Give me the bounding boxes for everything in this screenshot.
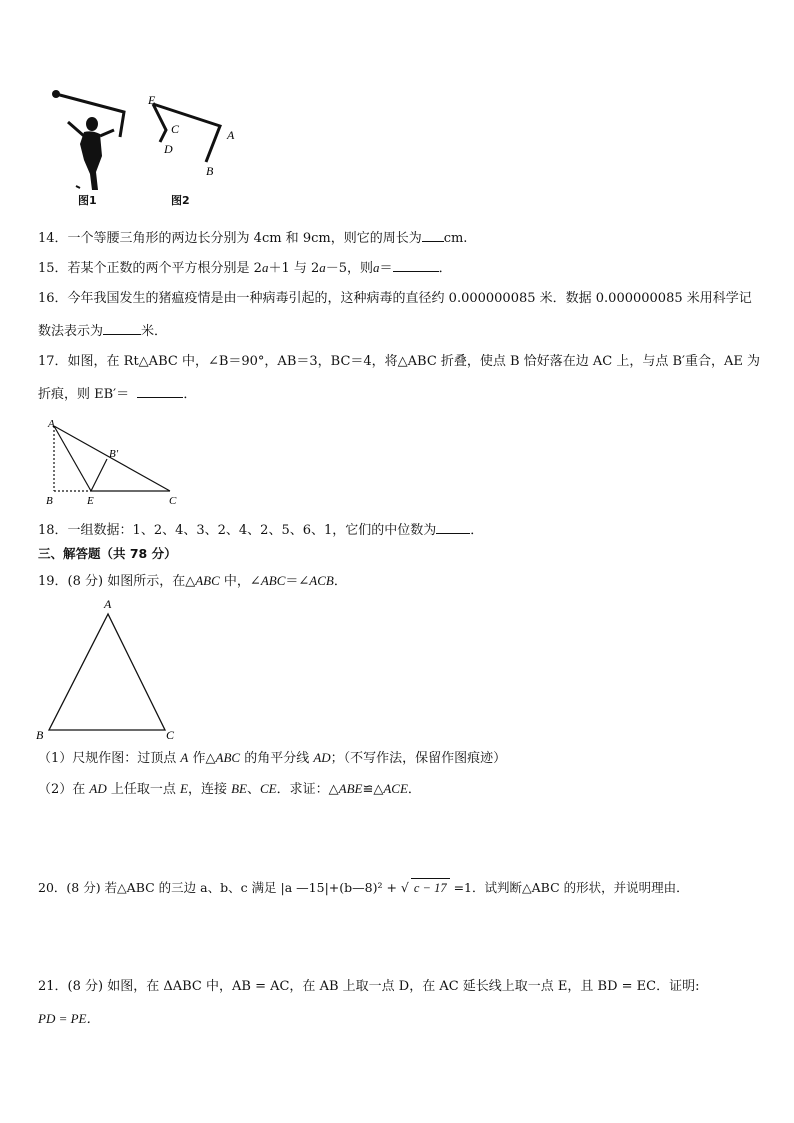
q15-var-a3: a (373, 260, 380, 275)
q20-text: 20．(8 分) 若△ABC 的三边 a、b、c 满足 |a —15|+(b—8)² + (38, 880, 401, 895)
q20-text-end: =1．试判断△ABC 的形状，并说明理由． (449, 880, 689, 895)
q19-figure (32, 594, 182, 744)
q17-answer-blank[interactable] (137, 385, 183, 398)
q19-equals: ＝∠ (285, 574, 310, 589)
q16-text: 数法表示为 (38, 324, 104, 339)
q17-point-Bprime: B′ (109, 448, 119, 460)
fig2-point-C: C (171, 122, 180, 136)
q19-p1-A: A (180, 750, 189, 765)
q19-point-B: B (36, 728, 44, 742)
q18-answer-blank[interactable] (436, 521, 470, 534)
q19-p2-E: E (180, 781, 188, 796)
q17-point-B: B (46, 495, 53, 507)
q17-text: 折痕，则 EB′＝ (38, 387, 130, 402)
q17-figure (42, 416, 192, 508)
figure2-caption: 图2 (171, 194, 190, 207)
q18-end: ． (470, 523, 484, 538)
q17-end: ． (183, 387, 197, 402)
q19-angle-abc: ABC (260, 573, 286, 588)
q19-p2-ABE: ABE (338, 781, 363, 796)
q19-p2-CE: CE (260, 781, 277, 796)
question-21-line2: PD = PE． (38, 1011, 100, 1026)
figure1-caption: 图1 (78, 194, 97, 207)
q14-unit: cm. (443, 231, 468, 246)
question-16-line1: 16．今年我国发生的猪瘟疫情是由一种病毒引起的，这种病毒的直径约 0.000000085 米．数据 0.000000085 米用科学记 (38, 291, 752, 306)
q19-p1-text: （1）尺规作图：过顶点 (38, 751, 181, 766)
q17-triangle-diagram (42, 416, 192, 508)
q15-text-rest: －5，则 (325, 261, 374, 276)
q15-equals: ＝ (379, 261, 393, 276)
figure1-illustration (52, 90, 124, 190)
fig2-point-B: B (206, 164, 214, 178)
q19-p2-end: ． (407, 782, 421, 797)
q19-p2-ACE: ACE (383, 781, 408, 796)
q15-answer-blank[interactable] (393, 259, 439, 272)
q19-p1-text4: ；（不写作法，保留作图痕迹） (330, 751, 507, 766)
q19-part-1 (38, 749, 506, 768)
question-18 (38, 521, 483, 540)
q17-point-A: A (48, 418, 55, 430)
question-17-line1: 17．如图，在 Rt△ABC 中，∠B＝90°，AB＝3，BC＝4，将△ABC 折叠，使点 B 恰好落在边 AC 上，与点 B′重合，AE 为 (38, 354, 760, 369)
q14-answer-blank[interactable] (422, 229, 444, 242)
q15-var-a2: a (319, 260, 326, 275)
q15-text-mid: ＋1 与 2 (268, 261, 320, 276)
question-16-line2 (38, 322, 167, 341)
q19-p1-text3: 的角平分线 (240, 751, 314, 766)
q19-p2-text2: 上任取一点 (106, 782, 181, 797)
q15-text: 15．若某个正数的两个平方根分别是 2 (38, 261, 262, 276)
q15-end: ． (438, 261, 452, 276)
question-20: 20．(8 分) 若△ABC 的三边 a、b、c 满足 |a —15|+(b—8)² + √ c − 17 =1．试判断△ABC 的形状，并说明理由． (38, 880, 689, 895)
q19-p1-ABC: ABC (215, 750, 241, 765)
q14-text: 14．一个等腰三角形的两边长分别为 4cm 和 9cm，则它的周长为 (38, 231, 422, 246)
q19-text-mid: 中，∠ (219, 574, 261, 589)
q19-p2-text5: ．求证：△ (276, 782, 339, 797)
jump-rope-figures (40, 82, 250, 210)
fig2-point-A: A (227, 128, 235, 142)
q19-angle-acb: ACB (309, 573, 334, 588)
section-3-heading: 三、解答题（共 78 分） (38, 546, 177, 561)
q16-unit: 米． (141, 324, 168, 339)
q19-triangle-diagram (32, 594, 182, 744)
q19-p2-text6: ≌△ (362, 782, 384, 797)
q20-sqrt-expression: c − 17 (411, 878, 450, 897)
q19-p2-AD: AD (89, 781, 107, 796)
q19-point-A: A (104, 597, 112, 611)
q18-text: 18．一组数据：1、2、4、3、2、4、2、5、6、1，它们的中位数为 (38, 523, 437, 538)
q19-p2-text: （2）在 (38, 782, 90, 797)
q15-var-a1: a (261, 260, 269, 275)
figure2-diagram (147, 93, 235, 178)
q19-end: ． (333, 574, 347, 589)
q19-p2-BE: BE (231, 781, 247, 796)
question-19 (38, 572, 347, 591)
q19-text: 19．(8 分) 如图所示，在△ (38, 574, 196, 589)
q19-part-2 (38, 780, 421, 799)
q19-p2-text4: 、 (247, 782, 261, 797)
question-15 (38, 259, 452, 278)
q17-point-C: C (169, 495, 177, 507)
q19-p2-text3: ，连接 (187, 782, 232, 797)
q19-triangle: ABC (195, 573, 220, 588)
question-21-line1: 21．(8 分) 如图，在 ΔABC 中，AB = AC，在 AB 上取一点 D，在 AC 延长线上取一点 E，且 BD = EC．证明: (38, 979, 700, 994)
question-14 (38, 229, 467, 248)
q17-point-E: E (87, 495, 94, 507)
fig2-point-D: D (164, 142, 173, 156)
q16-answer-blank[interactable] (103, 322, 141, 335)
q19-p1-text2: 作△ (188, 751, 216, 766)
top-figure (40, 82, 250, 210)
question-17-line2 (38, 385, 196, 404)
q19-p1-AD: AD (313, 750, 331, 765)
q19-point-C: C (166, 728, 175, 742)
fig2-point-E: E (148, 93, 156, 107)
